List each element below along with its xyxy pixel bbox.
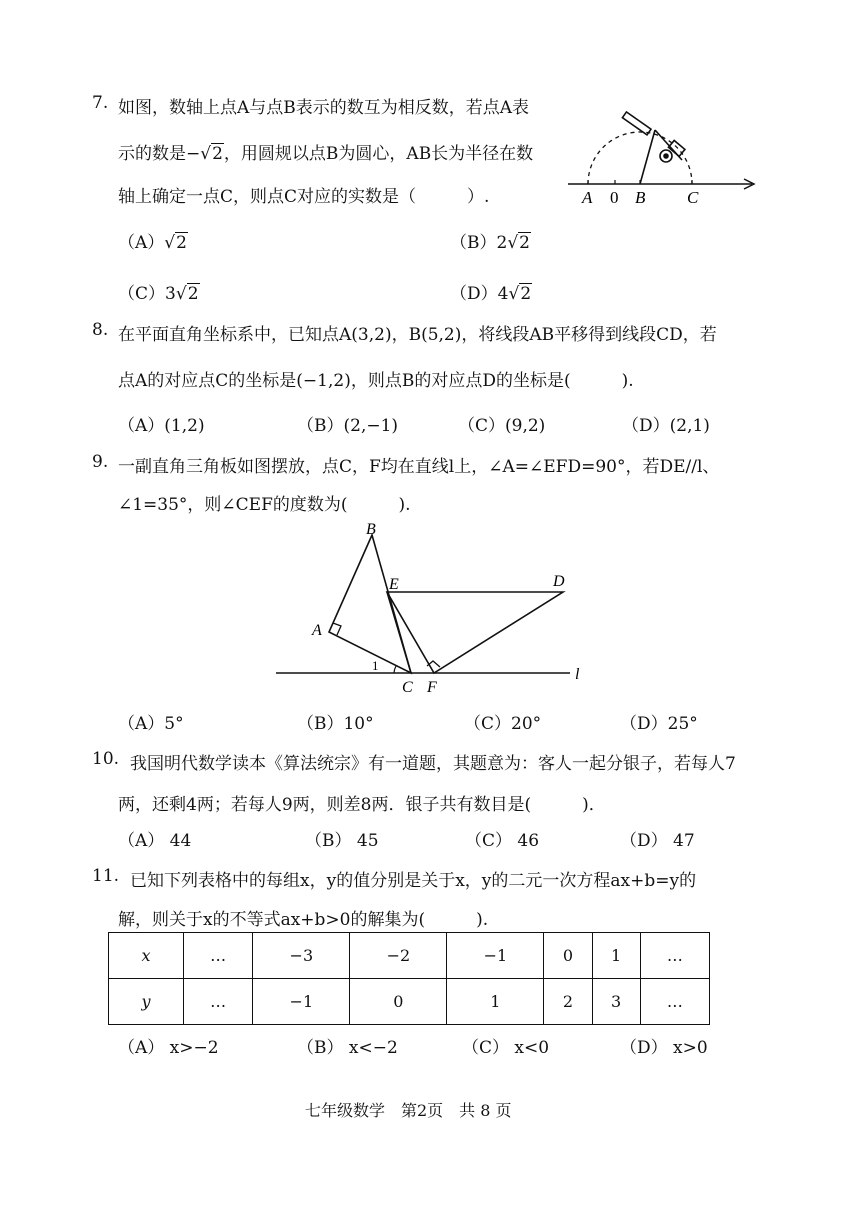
q9-number: 9. bbox=[92, 452, 109, 472]
q11-line1: 已知下列表格中的每组x，y的值分别是关于x，y的二元一次方程ax+b=y的 bbox=[130, 871, 697, 891]
q10-option-a: （A） 44 bbox=[118, 831, 192, 851]
q7-label-zero: 0 bbox=[610, 188, 619, 207]
q7-option-d-tag: （D） bbox=[450, 284, 498, 304]
q7-option-d-coef: 4 bbox=[497, 284, 509, 304]
q7-option-b: （B）2√2 bbox=[450, 233, 530, 253]
q9-segment-ec bbox=[387, 592, 411, 673]
table-cell: 2 bbox=[544, 979, 592, 1025]
q9-option-c: （C）20° bbox=[464, 714, 542, 734]
q7-option-c-tag: （C） bbox=[118, 284, 166, 304]
table-cell: −1 bbox=[253, 979, 350, 1025]
table-head-y: y bbox=[109, 979, 184, 1025]
table-cell: −3 bbox=[253, 933, 350, 979]
q10-option-c: （C） 46 bbox=[465, 831, 540, 851]
q11-option-c: （C） x<0 bbox=[462, 1038, 550, 1058]
q9-label-b: B bbox=[366, 521, 376, 538]
q7-line2-pre: 示的数是− bbox=[118, 144, 201, 164]
q7-option-b-tag: （B） bbox=[450, 233, 497, 253]
q8-line2: 点A的对应点C的坐标是(−1,2)，则点B的对应点D的坐标是( ). bbox=[118, 371, 634, 391]
table-row bbox=[109, 933, 710, 979]
q8-option-d: （D）(2,1) bbox=[622, 416, 710, 436]
q9-label-a: A bbox=[312, 622, 322, 639]
q7-option-c-radicand: 2 bbox=[187, 284, 199, 304]
table-cell: −2 bbox=[350, 933, 447, 979]
q9-right-angle-f bbox=[427, 661, 440, 667]
table-cell: 0 bbox=[544, 933, 592, 979]
q8-option-a: （A）(1,2) bbox=[118, 416, 205, 436]
q10-line1: 我国明代数学读本《算法统宗》有一道题，其题意为：客人一起分银子，若每人7 bbox=[130, 754, 736, 774]
q7-option-d-radicand: 2 bbox=[520, 284, 532, 304]
q7-option-a: （A）√2 bbox=[118, 233, 187, 253]
q10-line2: 两，还剩4两；若每人9两，则差8两．银子共有数目是( )． bbox=[118, 795, 606, 815]
q8-option-b: （B）(2,−1) bbox=[297, 416, 399, 436]
q9-label-e: E bbox=[389, 576, 399, 593]
table-cell: … bbox=[640, 979, 709, 1025]
q7-line2: 示的数是−√2，用圆规以点B为圆心，AB长为半径在数 bbox=[118, 144, 534, 164]
q7-label-b: B bbox=[635, 188, 646, 207]
q11-number: 11. bbox=[92, 866, 120, 886]
q10-option-d: （D） 47 bbox=[620, 831, 695, 851]
q7-compass-arc bbox=[588, 132, 692, 184]
q11-values-table bbox=[108, 932, 710, 1025]
table-cell: … bbox=[640, 933, 709, 979]
q10-option-b: （B） 45 bbox=[305, 831, 379, 851]
q8-line1: 在平面直角坐标系中，已知点A(3,2)，B(5,2)，将线段AB平移得到线段CD，若 bbox=[118, 325, 717, 345]
q10-number: 10. bbox=[92, 749, 120, 769]
q9-line1: 一副直角三角板如图摆放，点C，F均在直线l上，∠A=∠EFD=90°，若DE//l、 bbox=[118, 457, 720, 477]
q9-triangle-efd bbox=[387, 592, 563, 673]
q8-number: 8. bbox=[92, 320, 109, 340]
compass-icon bbox=[622, 112, 685, 184]
table-cell: −1 bbox=[447, 933, 544, 979]
q7-option-a-tag: （A） bbox=[118, 233, 165, 253]
q9-triangle-abc bbox=[329, 535, 411, 673]
table-cell: 3 bbox=[592, 979, 640, 1025]
q9-line2: ∠1=35°，则∠CEF的度数为( ). bbox=[118, 495, 411, 515]
q9-triangle-figure bbox=[270, 520, 600, 700]
q7-line3: 轴上确定一点C，则点C对应的实数是（ ）. bbox=[118, 187, 490, 207]
q9-option-b: （B）10° bbox=[297, 714, 374, 734]
table-cell: 1 bbox=[592, 933, 640, 979]
q7-line2-post: ，用圆规以点B为圆心，AB长为半径在数 bbox=[223, 144, 534, 164]
q11-option-d: （D） x>0 bbox=[620, 1038, 708, 1058]
q9-option-d: （D）25° bbox=[620, 714, 698, 734]
q7-line2-radicand: 2 bbox=[212, 144, 223, 164]
table-cell: 0 bbox=[350, 979, 447, 1025]
q9-option-a: （A）5° bbox=[118, 714, 184, 734]
q11-option-b: （B） x<−2 bbox=[297, 1038, 398, 1058]
q9-label-c: C bbox=[402, 679, 413, 696]
q7-option-d: （D）4√2 bbox=[450, 284, 532, 304]
table-cell: 1 bbox=[447, 979, 544, 1025]
q7-option-b-radicand: 2 bbox=[519, 233, 530, 253]
q7-number-line-figure bbox=[560, 108, 765, 208]
q7-option-a-radicand: 2 bbox=[176, 233, 187, 253]
q9-angle-1-arc bbox=[394, 666, 396, 673]
q7-line1: 如图，数轴上点A与点B表示的数互为相反数，若点A表 bbox=[118, 98, 530, 118]
q7-label-c: C bbox=[687, 188, 699, 207]
q7-option-b-coef: 2 bbox=[496, 233, 508, 253]
q7-number: 7. bbox=[92, 93, 109, 113]
q9-right-angle-a bbox=[333, 623, 341, 635]
table-head-x: x bbox=[109, 933, 184, 979]
q7-label-a: A bbox=[582, 188, 593, 207]
q8-option-c: （C）(9,2) bbox=[458, 416, 546, 436]
q7-option-c: （C）3√2 bbox=[118, 284, 199, 304]
q9-label-d: D bbox=[553, 573, 565, 590]
q9-label-f: F bbox=[427, 679, 437, 696]
table-cell: … bbox=[184, 979, 253, 1025]
q7-option-c-coef: 3 bbox=[165, 284, 176, 304]
table-row bbox=[109, 979, 710, 1025]
table-cell: … bbox=[184, 933, 253, 979]
q9-label-l: l bbox=[575, 666, 580, 683]
q11-option-a: （A） x>−2 bbox=[118, 1038, 219, 1058]
q11-line2: 解，则关于x的不等式ax+b>0的解集为( ). bbox=[118, 910, 489, 930]
q9-label-1: 1 bbox=[372, 658, 379, 673]
page-footer: 七年级数学 第2页 共 8 页 bbox=[305, 1101, 512, 1120]
